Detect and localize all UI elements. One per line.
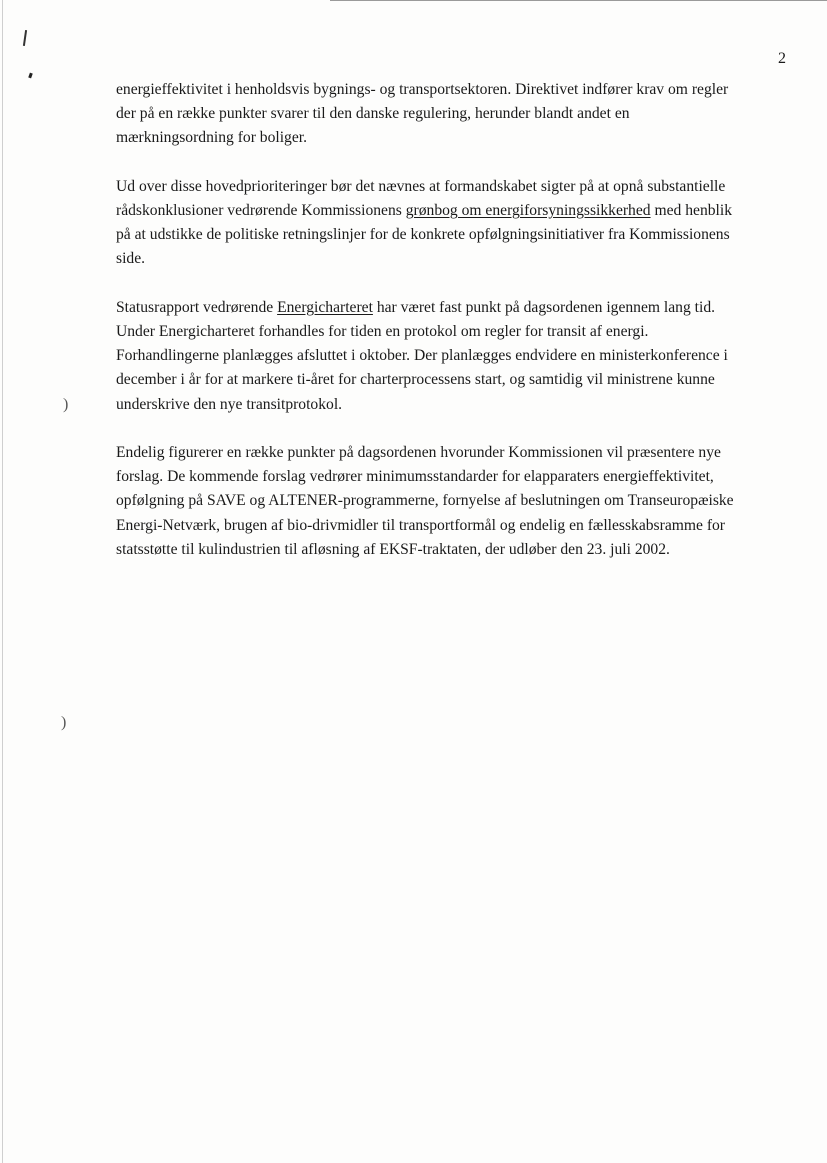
text-segment: rådskonklusioner vedrørende Kommissionens xyxy=(116,202,406,219)
text-segment: Statusrapport vedrørende xyxy=(116,298,278,316)
underlined-reference-green-paper: grønbog om energiforsyningssikkerhed xyxy=(405,202,651,219)
page-number: 2 xyxy=(778,50,786,67)
text-segment: har været fast punkt på dagsordenen igennem lang tid. xyxy=(372,298,716,316)
text-line: statsstøtte til kulindustrien til afløsning af EKSF-traktaten, der udløber den 23. juli 2002. xyxy=(116,540,670,558)
text-line: Under Energicharteret forhandles for tiden en protokol om regler for transit af energi. xyxy=(116,323,649,340)
text-segment: med henblik xyxy=(650,202,732,219)
text-line: forslag. De kommende forslag vedrører minimumsstandarder for elapparaters energieffektivitet, xyxy=(116,468,714,486)
paragraph-4 xyxy=(116,441,782,562)
text-line: Endelig figurerer en række punkter på dagsordenen hvorunder Kommissionen vil præsentere nye xyxy=(116,444,721,461)
paragraph-3 xyxy=(116,296,782,417)
underlined-reference-energy-charter: Energicharteret xyxy=(277,298,373,316)
scan-top-line xyxy=(330,0,827,1)
text-line: underskrive den nye transitprotokol. xyxy=(116,395,343,413)
text-line xyxy=(116,296,782,320)
text-line: side. xyxy=(116,250,146,268)
scan-left-edge xyxy=(2,0,3,1163)
text-line: Energi-Netværk, brugen af bio-drivmidler til transportformål og endelig en fællesskabsramme for xyxy=(116,516,726,534)
text-line: energieffektivitet i henholdsvis bygnings- og transportsektoren. Direktivet indfører krav om regler xyxy=(116,81,729,98)
text-line: på at udstikke de politiske retningslinjer for de konkrete opfølgningsinitiativer fra Kommissionens xyxy=(116,226,730,244)
paragraph-2 xyxy=(116,175,782,272)
text-line: opfølgning på SAVE og ALTENER-programmerne, fornyelse af beslutningen om Transeuropæiske xyxy=(116,492,734,510)
paragraph-1 xyxy=(116,78,782,151)
text-line: der på en række punkter svarer til den danske regulering, herunder blandt andet en xyxy=(116,105,630,123)
text-line: Forhandlingerne planlægges afsluttet i oktober. Der planlægges endvidere en ministerkonference i xyxy=(116,347,728,365)
scan-mark xyxy=(28,73,33,79)
scan-mark xyxy=(23,30,27,46)
margin-mark: ) xyxy=(63,396,69,413)
text-line xyxy=(116,199,782,223)
text-line: december i år for at markere ti-året for charterprocessens start, og samtidig vil ministrene kunne xyxy=(116,371,715,389)
document-body xyxy=(116,78,782,586)
text-line: Ud over disse hovedprioriteringer bør det nævnes at formandskabet sigter på at opnå substantielle xyxy=(116,177,726,195)
margin-mark: ) xyxy=(61,714,67,731)
text-line: mærkningsordning for boliger. xyxy=(116,129,308,147)
